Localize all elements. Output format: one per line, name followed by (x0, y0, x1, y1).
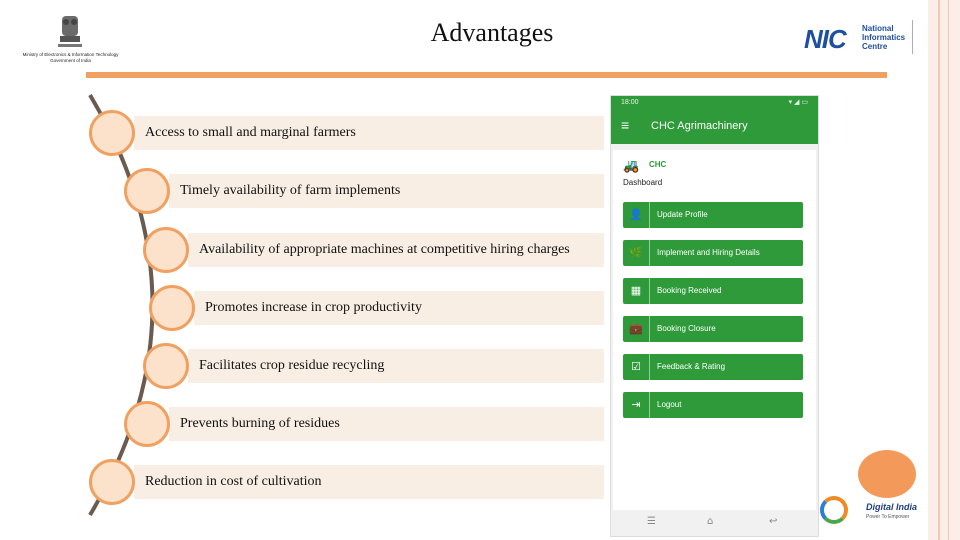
slide-title: Advantages (430, 18, 554, 47)
implement-hiring-details-button[interactable] (623, 240, 803, 266)
calendar-icon: ▦ (623, 278, 650, 304)
chc-logo (623, 158, 683, 174)
hamburger-menu-icon[interactable]: ≡ (621, 117, 630, 133)
menu-label: Update Profile (657, 210, 708, 219)
advantage-bullet (89, 110, 135, 156)
decorative-orange-circle (858, 450, 916, 498)
status-time: 18:00 (621, 99, 639, 106)
tractor-icon: 🚜 (623, 158, 640, 173)
advantage-bullet (89, 459, 135, 505)
booking-closure-button[interactable] (623, 316, 803, 342)
home-icon[interactable]: ⌂ (707, 516, 714, 527)
ministry-line-2: Government of India (50, 58, 91, 63)
digital-india-logo (820, 492, 920, 532)
advantage-bullet (124, 168, 170, 214)
menu-label: Implement and Hiring Details (657, 248, 760, 257)
recents-icon[interactable]: ☰ (647, 516, 656, 527)
advantage-text: Facilitates crop residue recycling (199, 358, 385, 373)
advantage-text: Promotes increase in crop productivity (205, 300, 422, 315)
app-title: CHC Agrimachinery (651, 120, 748, 132)
menu-label: Feedback & Rating (657, 362, 726, 371)
logout-icon: ⇥ (623, 392, 650, 418)
advantage-text: Prevents burning of residues (180, 416, 340, 431)
dashboard-card (613, 150, 816, 526)
advantage-text: Availability of appropriate machines at competitive hiring charges (199, 242, 570, 257)
phone-status-bar (611, 96, 818, 110)
update-profile-button[interactable] (623, 202, 803, 228)
advantage-text: Access to small and marginal farmers (145, 125, 356, 140)
digital-india-text: Digital India (866, 502, 918, 512)
android-nav-bar (611, 510, 818, 536)
nic-mark: NIC (804, 24, 846, 54)
ministry-line-1: Ministry of Electronics & Information Technology (22, 52, 119, 57)
feedback-rating-button[interactable] (623, 354, 803, 380)
back-icon[interactable]: ↩ (769, 516, 778, 527)
user-icon: 👤 (623, 202, 650, 228)
menu-label: Logout (657, 400, 682, 409)
nic-logo (800, 20, 913, 54)
menu-label: Booking Received (657, 286, 722, 295)
advantage-bullet (124, 401, 170, 447)
advantage-bullet (143, 227, 189, 273)
digital-india-tagline: Power To Empower (866, 514, 910, 520)
checklist-icon: ☑ (623, 354, 650, 380)
chc-logo-text: CHC (649, 160, 667, 169)
logout-button[interactable] (623, 392, 803, 418)
nic-logo-text: National Informatics Centre (862, 24, 906, 51)
status-icons: ▾ ◢ ▭ (788, 99, 808, 106)
booking-received-button[interactable] (623, 278, 803, 304)
advantage-bullet (143, 343, 189, 389)
phone-screenshot (610, 95, 819, 537)
leaf-icon: 🌿 (623, 240, 650, 266)
right-decorative-border (928, 0, 960, 540)
advantage-text: Reduction in cost of cultivation (145, 474, 322, 489)
menu-label: Booking Closure (657, 324, 716, 333)
briefcase-icon: 💼 (623, 316, 650, 342)
advantage-bullet (149, 285, 195, 331)
app-bar (611, 110, 818, 144)
advantage-text: Timely availability of farm implements (180, 183, 401, 198)
digital-india-wheel-icon (820, 496, 848, 524)
dashboard-label: Dashboard (623, 178, 663, 187)
